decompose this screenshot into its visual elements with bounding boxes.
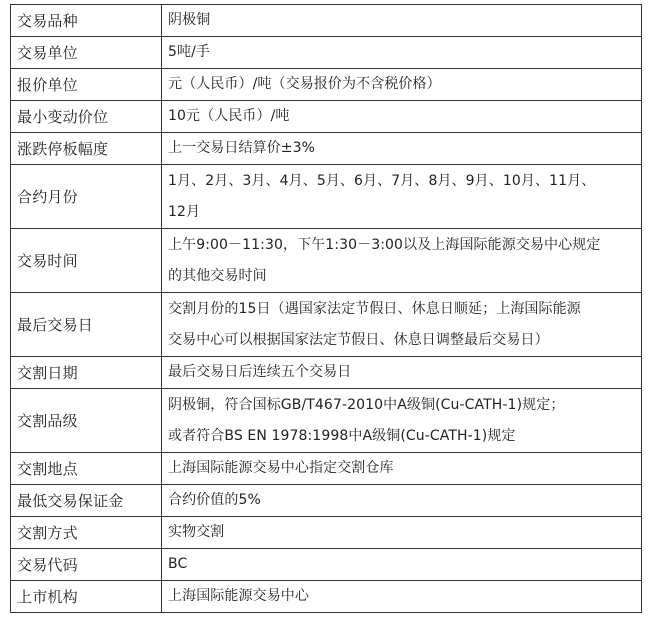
row-value-line: 合约价值的5%	[168, 492, 261, 508]
table-row	[11, 357, 642, 389]
row-value	[162, 389, 642, 453]
row-value	[162, 293, 642, 357]
row-value-line: 交易中心可以根据国家法定节假日、休息日调整最后交易日）	[168, 331, 549, 348]
row-value	[162, 549, 642, 581]
row-value-line: 阴极铜，符合国标GB/T467-2010中A级铜(Cu-CATH-1)规定；	[168, 396, 565, 413]
table-row	[11, 453, 642, 485]
row-value	[162, 581, 642, 613]
row-value	[162, 485, 642, 517]
row-value-line: 的其他交易时间	[168, 267, 267, 284]
table-row	[11, 69, 642, 101]
row-label: 交易时间	[11, 229, 162, 293]
row-value-line: 上一交易日结算价±3%	[168, 140, 316, 156]
row-value	[162, 69, 642, 101]
row-value-line: 12月	[168, 203, 201, 220]
table-row	[11, 517, 642, 549]
table-row	[11, 133, 642, 165]
row-value-line: 5吨/手	[168, 44, 211, 60]
row-label: 报价单位	[11, 69, 162, 101]
row-value-line: 上海国际能源交易中心	[168, 588, 309, 604]
row-label: 交易品种	[11, 5, 162, 37]
row-label: 交割品级	[11, 389, 162, 453]
row-value	[162, 133, 642, 165]
row-value-line: 10元（人民币）/吨	[168, 108, 290, 124]
row-value-line: 上海国际能源交易中心指定交割仓库	[168, 460, 394, 476]
table-row	[11, 101, 642, 133]
row-label: 上市机构	[11, 581, 162, 613]
row-value	[162, 229, 642, 293]
row-label: 最小变动价位	[11, 101, 162, 133]
row-label: 交易单位	[11, 37, 162, 69]
row-value-line: 元（人民币）/吨（交易报价为不含税价格）	[168, 76, 441, 92]
row-value-line: 或者符合BS EN 1978:1998中A级铜(Cu-CATH-1)规定	[168, 427, 516, 444]
row-value	[162, 453, 642, 485]
row-label: 交割方式	[11, 517, 162, 549]
row-value	[162, 5, 642, 37]
row-value	[162, 37, 642, 69]
table-row	[11, 581, 642, 613]
table-row	[11, 5, 642, 37]
row-value	[162, 101, 642, 133]
table-row	[11, 229, 642, 293]
table-row	[11, 165, 642, 229]
row-label: 最后交易日	[11, 293, 162, 357]
contract-spec-table	[10, 4, 642, 613]
row-value-line: 最后交易日后连续五个交易日	[168, 364, 352, 380]
row-value-line: 阴极铜	[168, 12, 211, 28]
row-label: 交割地点	[11, 453, 162, 485]
row-value	[162, 165, 642, 229]
row-value-line: BC	[168, 556, 188, 572]
table-row	[11, 549, 642, 581]
row-value	[162, 357, 642, 389]
table-row	[11, 389, 642, 453]
row-value-line: 上午9:00－11:30，下午1:30－3:00以及上海国际能源交易中心规定	[168, 236, 601, 253]
row-value-line: 交割月份的15日（遇国家法定节假日、休息日顺延；上海国际能源	[168, 300, 581, 317]
table-row	[11, 293, 642, 357]
row-label: 最低交易保证金	[11, 485, 162, 517]
row-value-line: 1月、2月、3月、4月、5月、6月、7月、8月、9月、10月、11月、	[168, 172, 596, 189]
row-label: 涨跌停板幅度	[11, 133, 162, 165]
row-label: 交易代码	[11, 549, 162, 581]
row-value	[162, 517, 642, 549]
table-row	[11, 37, 642, 69]
table-row	[11, 485, 642, 517]
row-value-line: 实物交割	[168, 524, 225, 540]
row-label: 合约月份	[11, 165, 162, 229]
row-label: 交割日期	[11, 357, 162, 389]
